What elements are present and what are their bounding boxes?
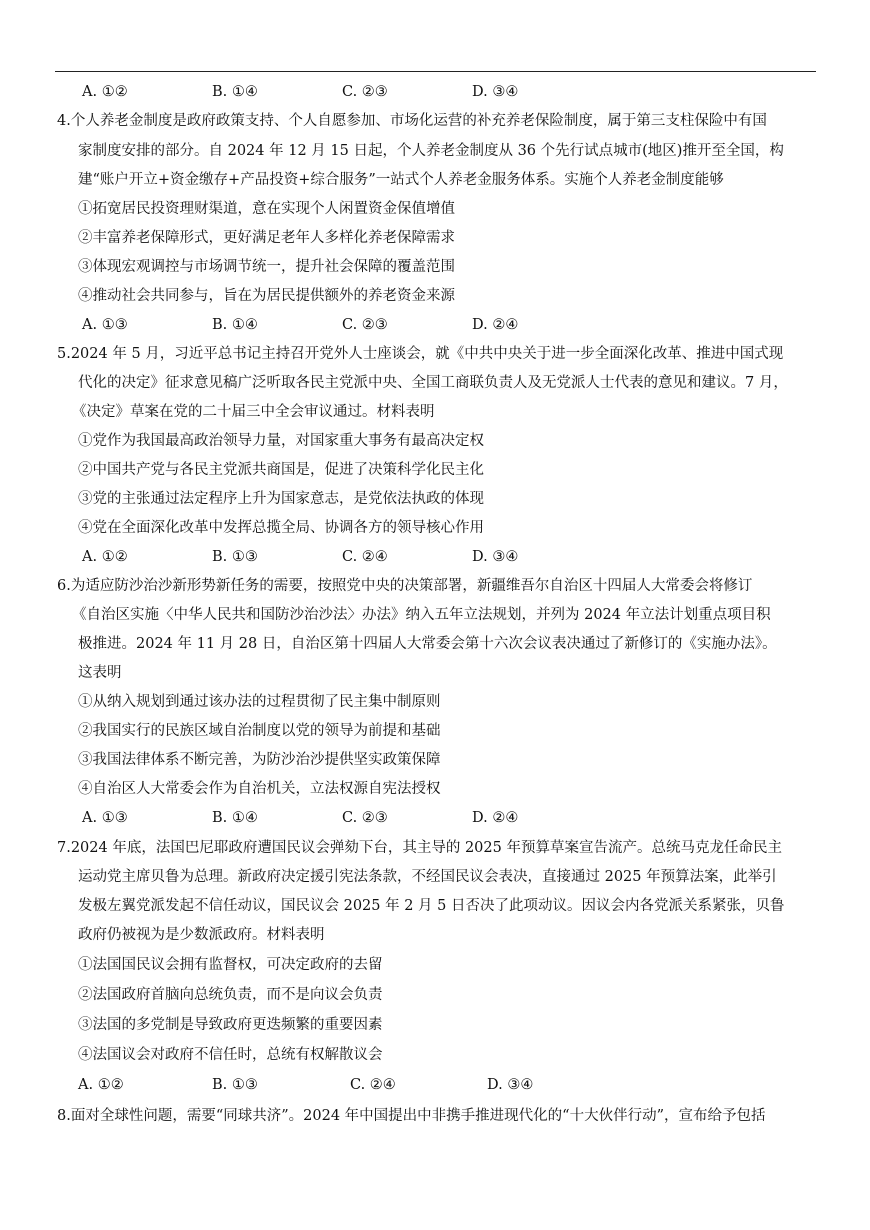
q7-option-d[interactable]: D. ③④: [487, 1077, 534, 1093]
statement-2: ②我国实行的民族区域自治制度以党的领导为前提和基础: [78, 723, 441, 739]
question-stem-line: 5.2024 年 5 月，习近平总书记主持召开党外人士座谈会，就《中共中央关于进一步全面深化改革、推进中国式现: [57, 346, 784, 362]
statement-1: ①从纳入规划到通过该办法的过程贯彻了民主集中制原则: [78, 694, 441, 710]
q4-option-a[interactable]: A. ①③: [82, 317, 128, 333]
statement-2: ②法国政府首脑向总统负责，而不是向议会负责: [78, 987, 383, 1003]
question-stem-line: 4.个人养老金制度是政府政策支持、个人自愿参加、市场化运营的补充养老保险制度，属于第三支柱保险中有国: [57, 113, 767, 129]
question-stem-line: 政府仍被视为是少数派政府。材料表明: [78, 927, 325, 943]
statement-3: ③法国的多党制是导致政府更迭频繁的重要因素: [78, 1017, 383, 1033]
q4-option-d[interactable]: D. ②④: [472, 317, 519, 333]
question-stem-line: 这表明: [78, 665, 122, 681]
question-stem-line: 7.2024 年底，法国巴尼耶政府遭国民议会弹劾下台，其主导的 2025 年预算草案宣告流产。总统马克龙任命民主: [57, 840, 782, 856]
statement-4: ④党在全面深化改革中发挥总揽全局、协调各方的领导核心作用: [78, 520, 484, 536]
q3-option-b[interactable]: B. ①④: [212, 84, 258, 100]
statement-3: ③体现宏观调控与市场调节统一，提升社会保障的覆盖范围: [78, 259, 455, 275]
statement-4: ④推动社会共同参与，旨在为居民提供额外的养老资金来源: [78, 288, 455, 304]
q6-option-b[interactable]: B. ①④: [212, 810, 258, 826]
q5-option-b[interactable]: B. ①③: [212, 549, 258, 565]
statement-2: ②丰富养老保障形式，更好满足老年人多样化养老保障需求: [78, 230, 455, 246]
question-stem-line: 运动党主席贝鲁为总理。新政府决定援引宪法条款，不经国民议会表决，直接通过 2025 年预算法案，此举引: [78, 869, 777, 885]
q5-option-c[interactable]: C. ②④: [342, 549, 388, 565]
q7-option-a[interactable]: A. ①②: [78, 1077, 124, 1093]
q3-option-c[interactable]: C. ②③: [342, 84, 388, 100]
q6-option-c[interactable]: C. ②③: [342, 810, 388, 826]
statement-2: ②中国共产党与各民主党派共商国是，促进了决策科学化民主化: [78, 462, 484, 478]
question-stem-line: 建“账户开立+资金缴存+产品投资+综合服务”一站式个人养老金服务体系。实施个人养老金制度能够: [78, 172, 724, 188]
q4-option-b[interactable]: B. ①④: [212, 317, 258, 333]
question-stem-line: 家制度安排的部分。自 2024 年 12 月 15 日起，个人养老金制度从 36 个先行试点城市(地区)推开至全国，构: [78, 143, 784, 159]
statement-1: ①拓宽居民投资理财渠道，意在实现个人闲置资金保值增值: [78, 201, 455, 217]
question-stem-line: 6.为适应防沙治沙新形势新任务的需要，按照党中央的决策部署，新疆维吾尔自治区十四届人大常委会将修订: [57, 578, 753, 594]
q3-option-a[interactable]: A. ①②: [82, 84, 128, 100]
q7-option-b[interactable]: B. ①③: [212, 1077, 258, 1093]
question-stem-line: 8.面对全球性问题，需要“同球共济”。2024 年中国提出中非携手推进现代化的“十大伙伴行动”，宣布给予包括: [57, 1108, 766, 1124]
q4-option-c[interactable]: C. ②③: [342, 317, 388, 333]
q5-option-d[interactable]: D. ③④: [472, 549, 519, 565]
q3-option-d[interactable]: D. ③④: [472, 84, 519, 100]
q5-option-a[interactable]: A. ①②: [82, 549, 128, 565]
statement-3: ③党的主张通过法定程序上升为国家意志，是党依法执政的体现: [78, 491, 484, 507]
question-stem-line: 极推进。2024 年 11 月 28 日，自治区第十四届人大常委会第十六次会议表决通过了新修订的《实施办法》。: [78, 636, 777, 652]
statement-4: ④自治区人大常委会作为自治机关，立法权源自宪法授权: [78, 781, 441, 797]
header-rule: [55, 71, 816, 72]
q7-option-c[interactable]: C. ②④: [350, 1077, 396, 1093]
question-stem-line: 《自治区实施〈中华人民共和国防沙治沙法〉办法》纳入五年立法规划，并列为 2024 年立法计划重点项目积: [72, 607, 771, 623]
q6-option-a[interactable]: A. ①③: [82, 810, 128, 826]
statement-1: ①党作为我国最高政治领导力量，对国家重大事务有最高决定权: [78, 433, 484, 449]
question-stem-line: 代化的决定》征求意见稿广泛听取各民主党派中央、全国工商联负责人及无党派人士代表的意见和建议。7 月，: [78, 375, 788, 391]
q6-option-d[interactable]: D. ②④: [472, 810, 519, 826]
statement-3: ③我国法律体系不断完善，为防沙治沙提供坚实政策保障: [78, 752, 441, 768]
question-stem-line: 《决定》草案在党的二十届三中全会审议通过。材料表明: [72, 404, 435, 420]
statement-1: ①法国国民议会拥有监督权，可决定政府的去留: [78, 957, 383, 973]
question-stem-line: 发极左翼党派发起不信任动议，国民议会 2025 年 2 月 5 日否决了此项动议。因议会内各党派关系紧张，贝鲁: [78, 898, 785, 914]
statement-4: ④法国议会对政府不信任时，总统有权解散议会: [78, 1047, 383, 1063]
